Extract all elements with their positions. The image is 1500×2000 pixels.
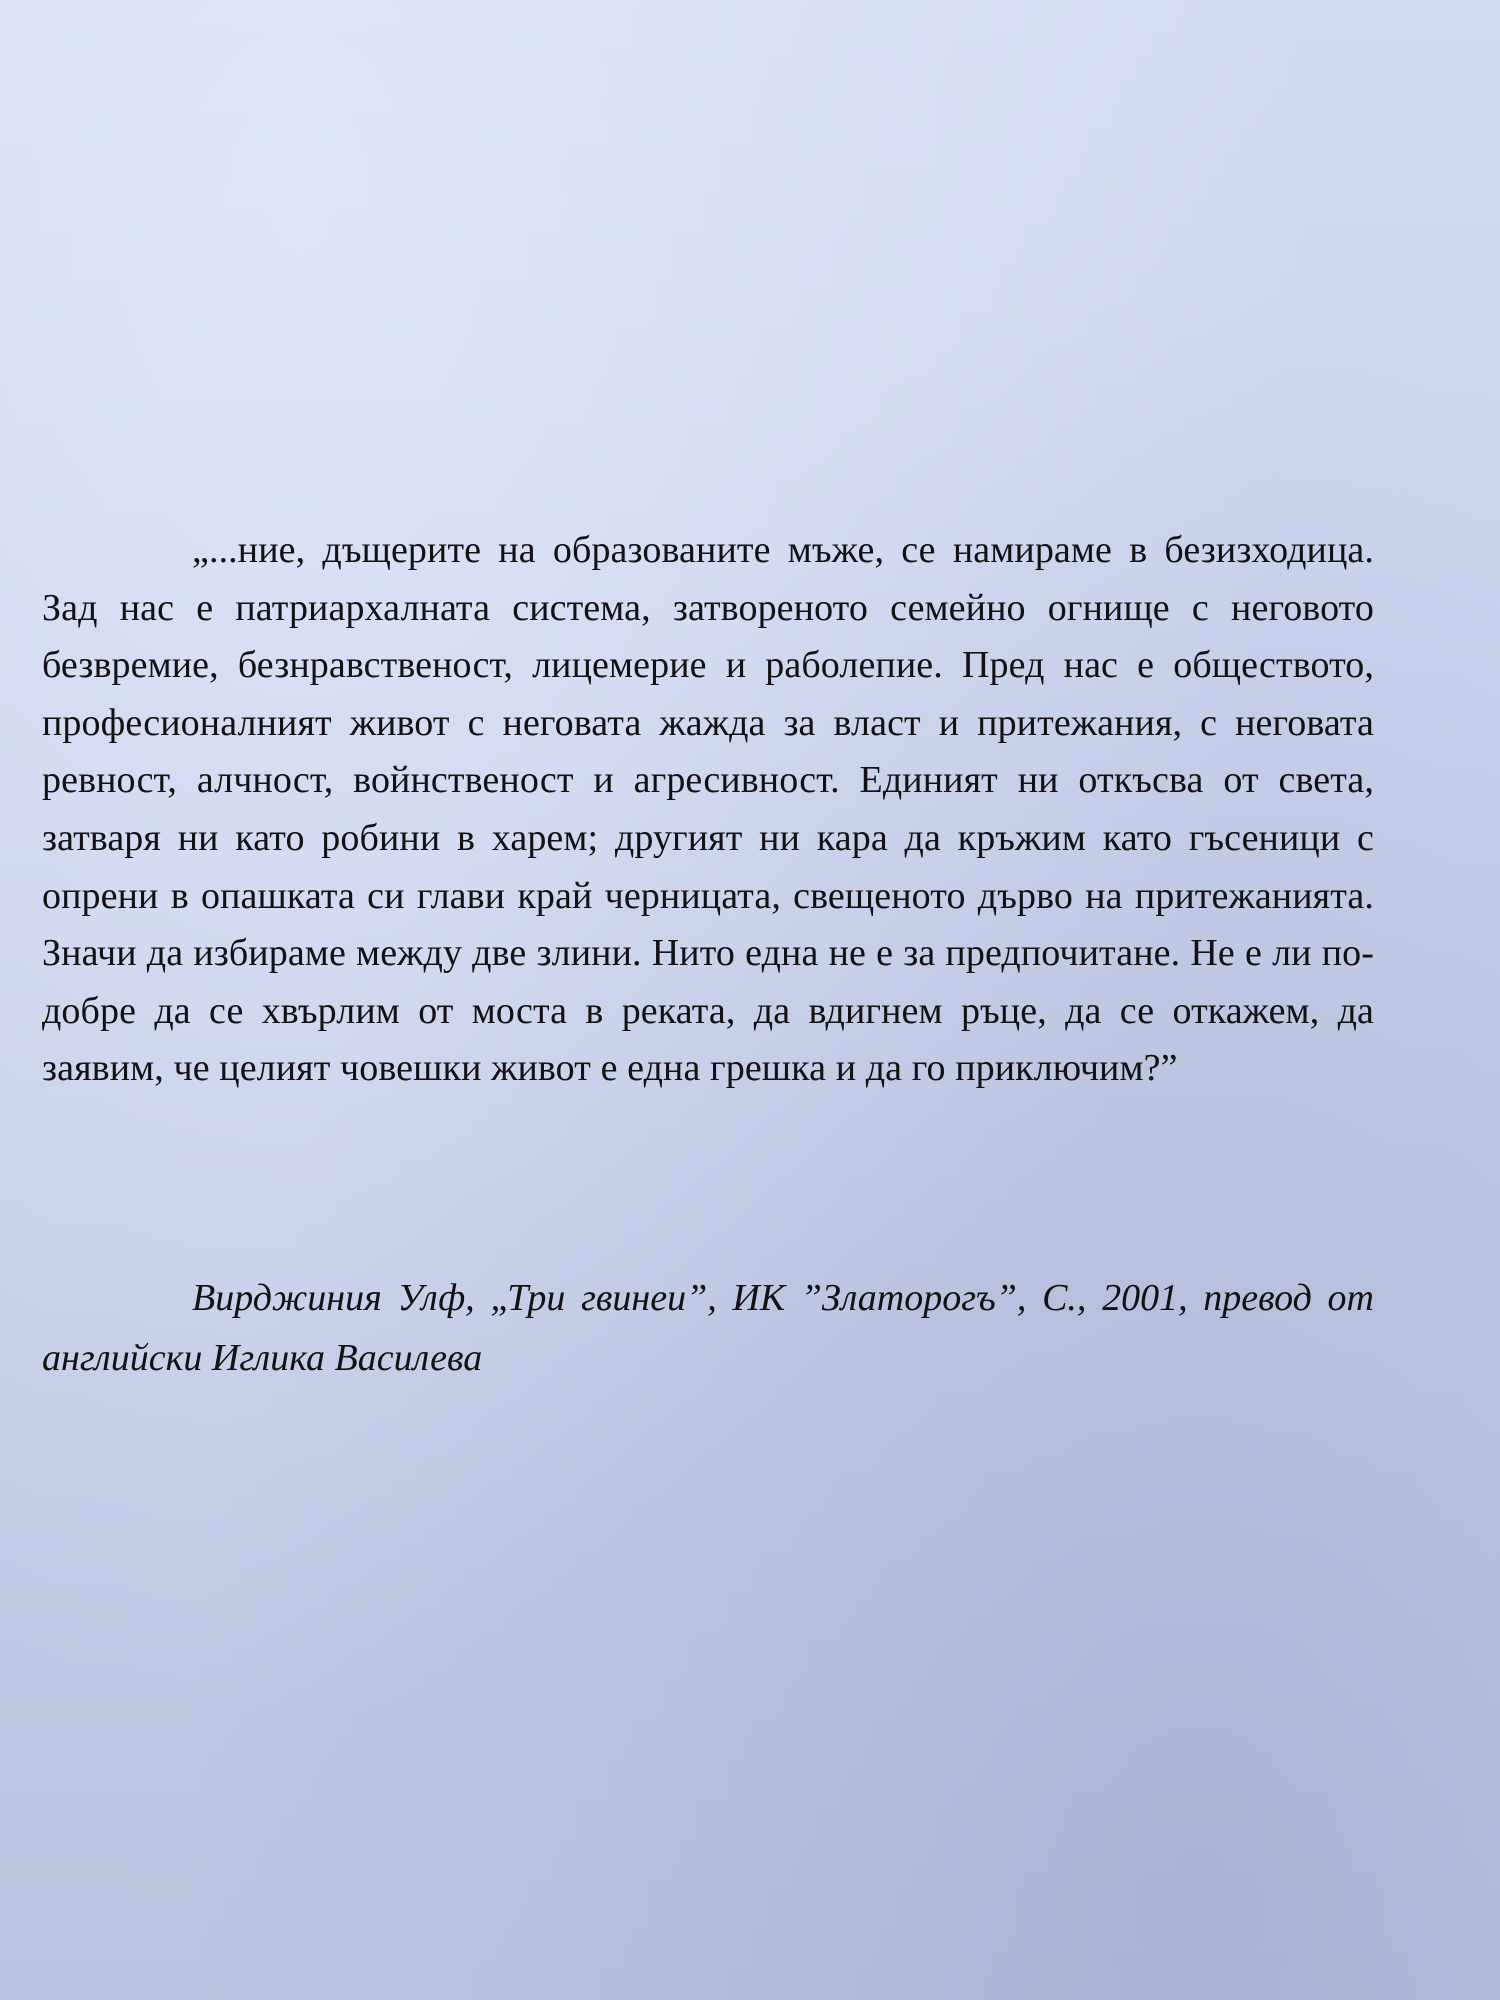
epigraph-quote: „...ние, дъщерите на образованите мъже, се намираме в безизходица. Зад нас е патриархалната система, затвореното семейно огнище с неговото безвремие, безнравственост, лицемерие и раболепие. Пред нас е обществото, професионалният живот с неговата жажда за власт и притежания, с неговата ревност, алчност, войнственост и агресивност. Единият ни откъсва от света, затваря ни като робини в харем; другият ни кара да кръжим като гъсеници с опрени в опашката си глави край черницата, свещеното дърво на притежанията. Значи да избираме между две злини. Нито една не е за предпочитане. Не е ли по-добре да се хвърлим от моста в реката, да вдигнем ръце, да се откажем, да заявим, че целият човешки живот е една грешка и да го приключим?” bbox=[42, 529, 1374, 1090]
epigraph-citation: Вирджиния Улф, „Три гвинеи”, ИК ”Златорогъ”, С., 2001, превод от английски Иглика Василева bbox=[42, 1277, 1374, 1379]
